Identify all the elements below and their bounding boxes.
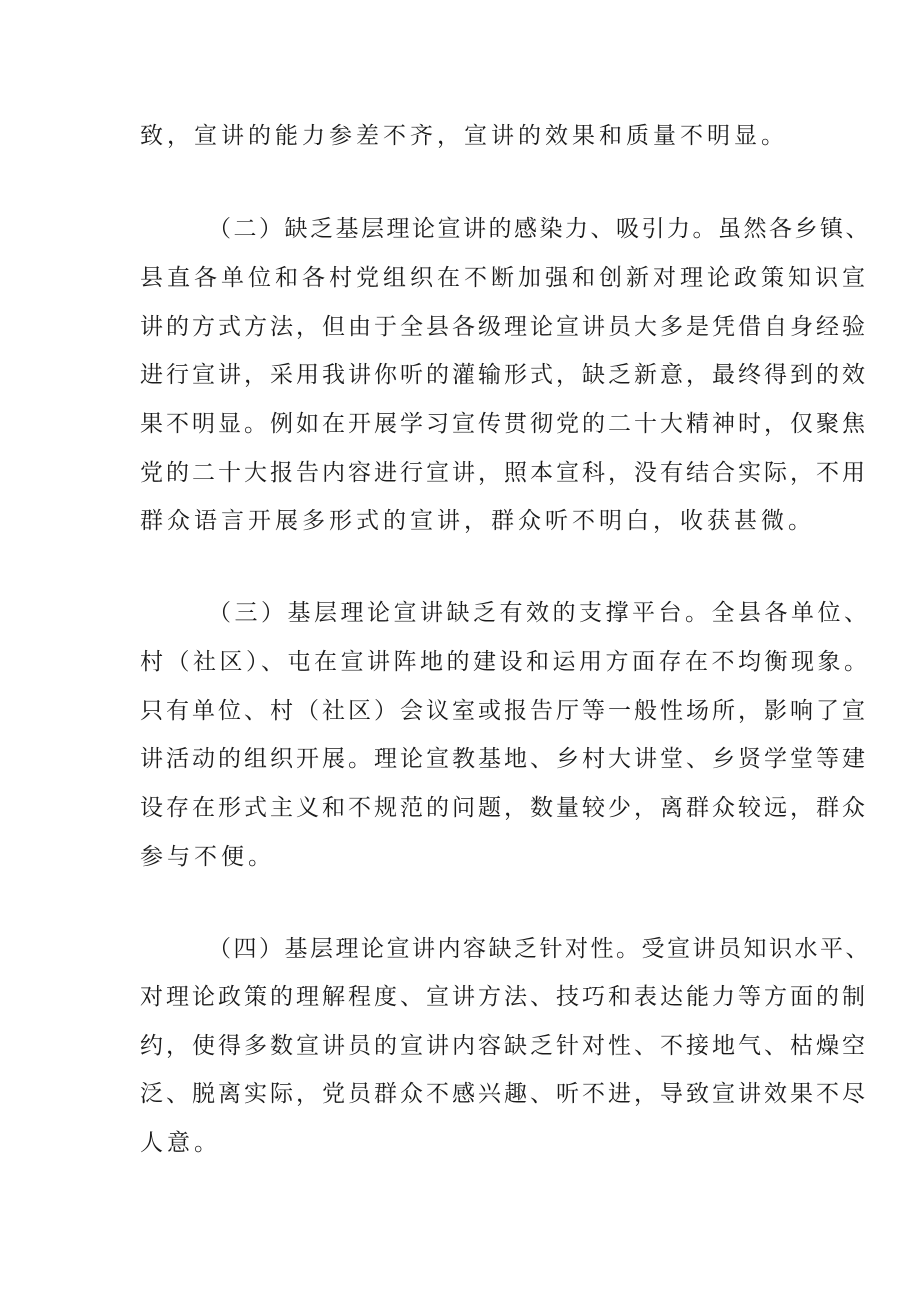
text-line: 果不明显。例如在开展学习宣传贯彻党的二十大精神时，仅聚焦 — [140, 411, 868, 437]
text-line: 进行宣讲，采用我讲你听的灌输形式，缺乏新意，最终得到的效 — [140, 362, 868, 388]
text-line: 讲活动的组织开展。理论宣教基地、乡村大讲堂、乡贤学堂等建 — [140, 746, 868, 772]
text-line: 参与不便。 — [140, 844, 275, 870]
text-line: 人意。 — [140, 1130, 221, 1156]
text-line: 对理论政策的理解程度、宣讲方法、技巧和表达能力等方面的制 — [140, 984, 868, 1010]
section-heading-line: （二）缺乏基层理论宣讲的感染力、吸引力。虽然各乡镇、 — [208, 216, 871, 242]
text-line: 泛、脱离实际，党员群众不感兴趣、听不进，导致宣讲效果不尽 — [140, 1081, 868, 1107]
text-line: 党的二十大报告内容进行宣讲，照本宣科，没有结合实际，不用 — [140, 460, 868, 486]
text-line: 群众语言开展多形式的宣讲，群众听不明白，收获甚微。 — [140, 508, 815, 534]
section-heading-line: （四）基层理论宣讲内容缺乏针对性。受宣讲员知识水平、 — [208, 936, 871, 962]
text-line: 讲的方式方法，但由于全县各级理论宣讲员大多是凭借自身经验 — [140, 314, 868, 340]
section-heading-line: （三）基层理论宣讲缺乏有效的支撑平台。全县各单位、 — [208, 600, 871, 626]
text-line: 设存在形式主义和不规范的问题，数量较少，离群众较远，群众 — [140, 795, 868, 821]
text-line: 只有单位、村（社区）会议室或报告厅等一般性场所，影响了宣 — [140, 698, 868, 724]
text-line: 村（社区）、屯在宣讲阵地的建设和运用方面存在不均衡现象。 — [140, 649, 871, 675]
text-line: 县直各单位和各村党组织在不断加强和创新对理论政策知识宣 — [140, 265, 869, 291]
text-line: 致，宣讲的能力参差不齐，宣讲的效果和质量不明显。 — [140, 123, 788, 149]
text-line: 约，使得多数宣讲员的宣讲内容缺乏针对性、不接地气、枯燥空 — [140, 1033, 868, 1059]
